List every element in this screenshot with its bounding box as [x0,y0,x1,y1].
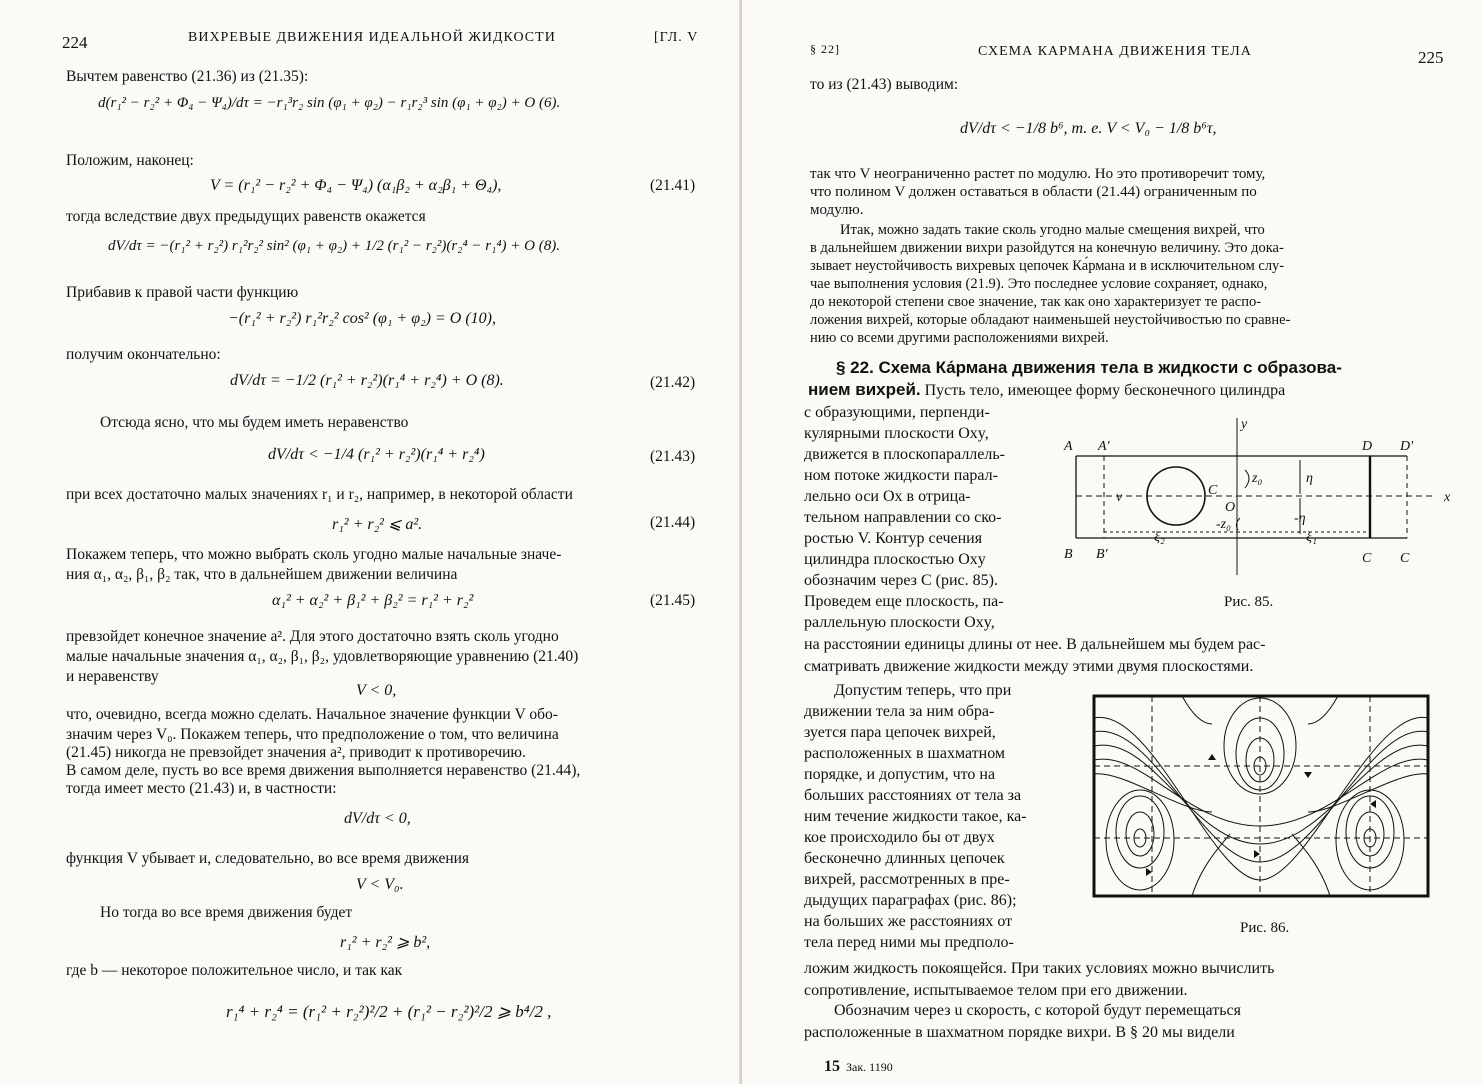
text-line: сматривать движение жидкости между этими двумя плоскостями. [804,658,1254,675]
equation: −(r₁² + r₂²) r₁²r₂² cos² (φ₁ + φ₂) = O (10), [228,310,497,327]
equation: dV/dτ < −1/4 (r₁² + r₂²)(r₁⁴ + r₂⁴) [268,446,485,463]
text-line: в дальнейшем движении вихри разойдутся на конечную величину. Это дока- [810,240,1284,256]
fig85-label-C-contour: C [1208,483,1218,498]
text-line: что полином V должен оставаться в области (21.44) ограниченным по [810,184,1257,200]
fig85-label-v: v [1116,490,1123,505]
text-line: расположенных в шахматном [804,745,1006,762]
text-line: ложим жидкость покоящейся. При таких условиях можно вычислить [804,960,1275,977]
text-line: чае выполнения условия (21.9). Это последнее условие сохраняет, однако, [810,276,1268,292]
text-line: до некоторой степени свое значение, так как оно характеризует те распо- [810,294,1262,310]
text-line: В самом деле, пусть во все время движения выполняется неравенство (21.44), [66,762,581,779]
text-line: так что V неограниченно растет по модулю. Но это противоречит тому, [810,166,1266,182]
signature-number: 15 [824,1058,840,1075]
text-line: Итак, можно задать такие сколь угодно малые смещения вихрей, что [840,222,1265,238]
right-page [742,0,1483,1084]
fig85-label-A: A [1064,439,1073,454]
text-line: Обозначим через u скорость, с которой будут перемещаться [834,1002,1241,1019]
text-line: где b — некоторое положительное число, и так как [66,962,403,979]
section-title: § 22. Схема Ка́рмана движения тела в жидкости с образова- [836,358,1342,377]
text-line: обозначим через C (рис. 85). [804,572,998,589]
text-line: ния α₁, α₂, β₁, β₂ так, что в дальнейшем движении величина [66,566,458,583]
equation-number: (21.43) [650,448,696,465]
text-line: то из (21.43) выводим: [810,76,959,93]
text-line: получим окончательно: [66,346,221,363]
equation-number: (21.45) [650,592,696,609]
fig85-label-xi2: ξ₂ [1154,530,1165,545]
text-line: ним течение жидкости такое, ка- [804,808,1027,825]
left-page [0,0,741,1084]
text-line: тогда имеет место (21.43) и, в частности: [66,780,337,797]
text-line: ложения вихрей, которые обладают наименьшей неустойчивостью по сравне- [810,312,1291,328]
chapter-mark: [ГЛ. V [654,30,699,45]
fig85-label-O: O [1225,500,1236,515]
fig85-label-z0: z₀ [1252,471,1263,486]
text-line: превзойдет конечное значение a². Для этого достаточно взять сколь угодно [66,628,559,645]
section-title-cont: нием вихрей. [808,380,921,399]
figure-85 [1062,410,1466,575]
text-line: цилиндра плоскостью Oxy [804,551,986,568]
text-line: нию со всеми другими расположениями вихрей. [810,330,1109,346]
text-line: лельно оси Ox в отрица- [804,488,971,505]
text-line: движении тела за ним обра- [804,703,995,720]
text-line: ростью V. Контур сечения [804,530,983,547]
text-line: тельном направлении со ско- [804,509,1002,526]
fig85-label-C: C [1362,551,1372,566]
text-line: модулю. [810,202,864,218]
text-line: Положим, наконец: [66,152,194,169]
text-line: ном потоке жидкости парал- [804,467,998,484]
equation: V < V₀. [356,876,404,893]
equation: dV/dτ < −1/8 b⁶, т. е. V < V₀ − 1/8 b⁶τ, [960,120,1217,137]
text-line: зуется пара цепочек вихрей, [804,724,996,741]
equation: r₁² + r₂² ⩽ a². [332,516,423,533]
text-line: Вычтем равенство (21.36) из (21.35): [66,68,309,85]
fig85-label-x: x [1444,490,1451,505]
text-line: (21.45) никогда не превзойдет значения a², приводит к противоречию. [66,744,526,761]
equation: r₁² + r₂² ⩾ b², [340,934,431,951]
fig85-label-C2: C [1400,551,1410,566]
equation: dV/dτ = −(r₁² + r₂²) r₁²r₂² sin² (φ₁ + φ₂) + 1/2 (r₁² − r₂²)(r₂⁴ − r₁⁴) + O (8). [108,238,560,254]
figure-86 [1092,694,1430,898]
equation: r₁⁴ + r₂⁴ = (r₁² + r₂²)²/2 + (r₁² − r₂²)²/2 ⩾ b⁴/2 , [226,1002,552,1021]
equation-number: (21.44) [650,514,696,531]
equation: V = (r₁² − r₂² + Φ₄ − Ψ₄) (α₁β₂ + α₂β₁ + Θ₄), [210,177,502,194]
text-line: порядке, и допустим, что на [804,766,996,783]
fig85-label-eta: η [1306,471,1313,486]
text-line: расположенные в шахматном порядке вихри. В § 20 мы видели [804,1024,1235,1041]
text-line: Пусть тело, имеющее форму бесконечного цилиндра [920,382,1286,399]
text-line: тела перед ними мы предполо- [804,934,1014,951]
running-head: ВИХРЕВЫЕ ДВИЖЕНИЯ ИДЕАЛЬНОЙ ЖИДКОСТИ [188,30,556,45]
text-line: Отсюда ясно, что мы будем иметь неравенство [100,414,409,431]
text-line: дыдущих параграфах (рис. 86); [804,892,1017,909]
text-line: Но тогда во все время движения будет [100,904,353,921]
text-line: бесконечно длинных цепочек [804,850,1005,867]
fig85-label-D: D [1362,439,1373,454]
fig85-label-minus-z0: -z₀ [1216,517,1231,532]
figure-86-caption: Рис. 86. [1240,920,1290,936]
fig85-label-minus-eta: -η [1294,511,1306,526]
text-line: вихрей, рассмотренных в пре- [804,871,1010,888]
equation: d(r₁² − r₂² + Φ₄ − Ψ₄)/dτ = −r₁³r₂ sin (φ₁ + φ₂) − r₁r₂³ sin (φ₁ + φ₂) + O (6). [98,95,561,111]
text-line: на расстоянии единицы длины от нее. В дальнейшем мы будем рас- [804,636,1266,653]
equation: V < 0, [356,682,397,699]
text-line: кое происходило бы от двух [804,829,995,846]
text-line: тогда вследствие двух предыдущих равенств окажется [66,208,426,225]
text-line: малые начальные значения α₁, α₂, β₁, β₂, удовлетворяющие уравнению (21.40) [66,648,579,665]
fig85-label-xi1: ξ₁ [1306,530,1317,545]
order-number: Зак. 1190 [846,1060,893,1074]
text-line: раллельную плоскости Oxy, [804,614,995,631]
fig85-label-D-prime: D' [1400,439,1414,454]
section-mark: § 22] [810,42,840,56]
text-line: с образующими, перпенди- [804,404,990,421]
text-line: движется в плоскопараллель- [804,446,1005,463]
equation-number: (21.42) [650,374,696,391]
equation-number: (21.41) [650,177,696,194]
text-line: Покажем теперь, что можно выбрать сколь угодно малые начальные значе- [66,546,562,563]
fig85-label-A-prime: A' [1098,439,1110,454]
page-number: 225 [1418,48,1444,67]
equation: dV/dτ < 0, [344,810,411,827]
text-line: кулярными плоскости Oxy, [804,425,989,442]
fig85-label-B: B [1064,547,1073,562]
text-line: больших расстояниях от тела за [804,787,1022,804]
equation: dV/dτ = −1/2 (r₁² + r₂²)(r₁⁴ + r₂⁴) + O (8). [230,372,504,389]
text-line: сопротивление, испытываемое телом при его движении. [804,982,1188,999]
equation: α₁² + α₂² + β₁² + β₂² = r₁² + r₂² [272,592,474,609]
fig85-label-y: y [1241,417,1248,432]
page-number: 224 [62,33,88,52]
text-line: Проведем еще плоскость, па- [804,593,1004,610]
text-line: и неравенству [66,668,159,685]
text-line: значим через V₀. Покажем теперь, что предположение о том, что величина [66,726,559,743]
fig85-label-B-prime: B' [1096,547,1108,562]
text-line: на больших же расстояниях от [804,913,1013,930]
text-line: зывает неустойчивость вихревых цепочек Ка́рмана и в исключительном слу- [810,258,1285,274]
text-line: функция V убывает и, следовательно, во все время движения [66,850,470,867]
text-line: Допустим теперь, что при [834,682,1012,699]
running-head: СХЕМА КАРМАНА ДВИЖЕНИЯ ТЕЛА [978,44,1252,59]
text-line: Прибавив к правой части функцию [66,284,299,301]
text-line: при всех достаточно малых значениях r₁ и r₂, например, в некоторой области [66,486,573,503]
section-title-line [808,380,1285,400]
figure-85-caption: Рис. 85. [1224,594,1274,610]
text-line: что, очевидно, всегда можно сделать. Начальное значение функции V обо- [66,706,558,723]
